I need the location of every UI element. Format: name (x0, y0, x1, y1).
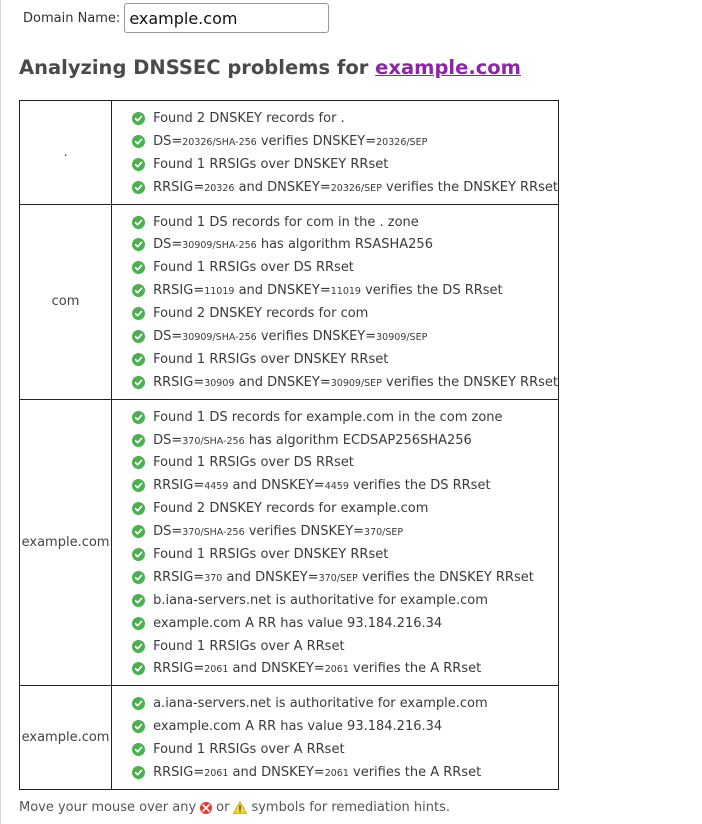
check-circle-icon (132, 697, 145, 710)
check-text-part: verifies the A RRset (348, 764, 482, 780)
check-text: Found 1 DS records for com in the . zone (153, 214, 419, 230)
key-tag: 370/SEP (318, 572, 358, 584)
check-text-part: DS= (153, 524, 183, 540)
zone-name: example.com (20, 399, 112, 686)
check-circle-icon (132, 376, 145, 389)
check-text: example.com A RR has value 93.184.216.34 (153, 719, 443, 735)
key-tag: 370/SHA-256 (182, 435, 245, 447)
check-item (132, 256, 558, 279)
check-text: Found 1 RRSIGs over DS RRset (153, 455, 354, 471)
check-text: Found 2 DNSKEY records for . (153, 110, 345, 126)
check-item (132, 635, 558, 658)
check-text (153, 237, 433, 252)
check-circle-icon (132, 525, 145, 538)
check-text-part: and DNSKEY= (234, 283, 331, 299)
check-list (112, 400, 558, 686)
check-circle-icon (132, 548, 145, 561)
check-item (132, 130, 558, 153)
check-item (132, 233, 558, 256)
check-item (132, 371, 558, 394)
check-text (153, 433, 472, 448)
check-circle-icon (132, 571, 145, 584)
check-text-part: and DNSKEY= (228, 764, 325, 780)
key-tag: 20326/SHA-256 (182, 136, 257, 148)
key-tag: 30909/SHA-256 (182, 331, 257, 343)
check-text: b.iana-servers.net is authoritative for example.com (153, 592, 488, 608)
check-circle-icon (132, 411, 145, 424)
zone-checks (112, 204, 559, 399)
key-tag: 2061 (204, 664, 229, 676)
check-text: example.com A RR has value 93.184.216.34 (153, 615, 443, 631)
check-item (132, 715, 558, 738)
check-list (112, 101, 558, 204)
check-circle-icon (132, 434, 145, 447)
check-text-part: RRSIG= (153, 374, 205, 390)
check-circle-icon (132, 353, 145, 366)
check-circle-icon (132, 617, 145, 630)
check-text (153, 134, 427, 149)
key-tag: 370/SHA-256 (182, 527, 245, 539)
hint-prefix: Move your mouse over any (19, 800, 197, 815)
check-item (132, 153, 558, 176)
check-text (153, 524, 403, 539)
check-circle-icon (132, 158, 145, 171)
check-item (132, 474, 558, 497)
check-circle-icon (132, 662, 145, 675)
check-circle-icon (132, 112, 145, 125)
check-item (132, 176, 558, 199)
check-text-part: RRSIG= (153, 478, 205, 494)
page-title-prefix: Analyzing DNSSEC problems for (19, 56, 376, 79)
check-text (153, 283, 503, 298)
check-circle-icon (132, 216, 145, 229)
check-circle-icon (132, 307, 145, 320)
check-text (153, 329, 427, 344)
hint-mid: or (216, 800, 230, 815)
check-text: Found 1 RRSIGs over A RRset (153, 638, 345, 654)
key-tag: 370 (204, 572, 223, 584)
check-item (132, 692, 558, 715)
check-item (132, 302, 558, 325)
key-tag: 2061 (324, 664, 349, 676)
key-tag: 2061 (324, 767, 349, 779)
check-circle-icon (132, 238, 145, 251)
check-text (153, 570, 534, 585)
check-text: Found 1 RRSIGs over DNSKEY RRset (153, 546, 389, 562)
zone-row (20, 399, 559, 686)
zone-checks (112, 399, 559, 686)
zone-checks (112, 686, 559, 790)
warning-triangle-icon (233, 801, 247, 814)
check-circle-icon (132, 479, 145, 492)
check-text-part: has algorithm RSASHA256 (256, 237, 433, 253)
check-text: Found 1 RRSIGs over DNSKEY RRset (153, 351, 389, 367)
check-item (132, 589, 558, 612)
check-text-part: RRSIG= (153, 569, 205, 585)
check-text: Found 2 DNSKEY records for example.com (153, 501, 429, 517)
check-text (153, 478, 490, 493)
check-circle-icon (132, 766, 145, 779)
check-text-part: RRSIG= (153, 661, 205, 677)
check-text (153, 180, 558, 195)
domain-name-input[interactable] (124, 3, 329, 33)
check-item (132, 566, 558, 589)
check-text-part: RRSIG= (153, 764, 205, 780)
zone-row (20, 204, 559, 399)
check-list (112, 205, 558, 399)
check-text-part: and DNSKEY= (234, 179, 331, 195)
check-text-part: RRSIG= (153, 283, 205, 299)
check-text-part: verifies the DNSKEY RRset (381, 179, 558, 195)
check-item (132, 612, 558, 635)
check-text-part: RRSIG= (153, 179, 205, 195)
key-tag: 4459 (324, 481, 349, 493)
check-circle-icon (132, 640, 145, 653)
key-tag: 4459 (204, 481, 229, 493)
check-item (132, 451, 558, 474)
domain-name-label: Domain Name: (23, 10, 121, 26)
zone-row (20, 101, 559, 205)
check-text-part: verifies the DS RRset (348, 478, 491, 494)
check-item (132, 520, 558, 543)
key-tag: 11019 (330, 286, 361, 298)
zone-name: . (20, 101, 112, 205)
check-circle-icon (132, 181, 145, 194)
key-tag: 30909/SEP (376, 331, 428, 343)
key-tag: 20326/SEP (330, 182, 382, 194)
check-item (132, 429, 558, 452)
check-item (132, 348, 558, 371)
key-tag: 30909/SHA-256 (182, 240, 257, 252)
check-text: a.iana-servers.net is authoritative for example.com (153, 696, 488, 712)
check-text: Found 1 RRSIGs over DS RRset (153, 260, 354, 276)
check-text: Found 1 RRSIGs over A RRset (153, 742, 345, 758)
check-text-part: verifies the A RRset (348, 661, 482, 677)
check-circle-icon (132, 594, 145, 607)
check-text-part: and DNSKEY= (228, 478, 325, 494)
page-title (19, 56, 521, 79)
check-text-part: verifies DNSKEY= (256, 328, 377, 344)
check-text-part: DS= (153, 432, 183, 448)
hint-suffix: symbols for remediation hints. (251, 800, 450, 815)
check-item (132, 406, 558, 429)
check-circle-icon (132, 743, 145, 756)
check-circle-icon (132, 456, 145, 469)
check-item (132, 107, 558, 130)
domain-form (23, 3, 329, 33)
check-text-part: DS= (153, 133, 183, 149)
check-text-part: verifies the DS RRset (360, 283, 503, 299)
zone-name: com (20, 204, 112, 399)
check-text (153, 375, 558, 390)
check-item (132, 761, 558, 784)
zone-name: example.com (20, 686, 112, 790)
check-item (132, 738, 558, 761)
key-tag: 20326 (204, 182, 235, 194)
zone-row (20, 686, 559, 790)
key-tag: 11019 (204, 286, 235, 298)
check-text: Found 2 DNSKEY records for com (153, 306, 369, 322)
check-text (153, 765, 481, 780)
check-circle-icon (132, 720, 145, 733)
check-item (132, 657, 558, 680)
key-tag: 2061 (204, 767, 229, 779)
check-circle-icon (132, 135, 145, 148)
check-text: Found 1 DS records for example.com in the com zone (153, 409, 503, 425)
error-circle-icon (200, 802, 212, 814)
check-item (132, 279, 558, 302)
check-item (132, 211, 558, 234)
check-item (132, 497, 558, 520)
check-text-part: verifies DNSKEY= (256, 133, 377, 149)
key-tag: 30909 (204, 377, 235, 389)
check-list (112, 686, 558, 789)
key-tag: 30909/SEP (330, 377, 382, 389)
check-text-part: verifies DNSKEY= (244, 524, 365, 540)
check-text-part: and DNSKEY= (228, 661, 325, 677)
check-circle-icon (132, 330, 145, 343)
check-text: Found 1 RRSIGs over DNSKEY RRset (153, 156, 389, 172)
check-circle-icon (132, 284, 145, 297)
check-text-part: DS= (153, 328, 183, 344)
check-text-part: and DNSKEY= (222, 569, 319, 585)
key-tag: 370/SEP (364, 527, 404, 539)
check-item (132, 325, 558, 348)
check-text (153, 661, 481, 676)
check-item (132, 543, 558, 566)
check-text-part: and DNSKEY= (234, 374, 331, 390)
check-text-part: verifies the DNSKEY RRset (381, 374, 558, 390)
dnssec-results-table (19, 100, 559, 790)
key-tag: 20326/SEP (376, 136, 428, 148)
domain-link[interactable]: example.com (375, 56, 522, 79)
check-circle-icon (132, 502, 145, 515)
check-text-part: has algorithm ECDSAP256SHA256 (244, 432, 472, 448)
check-circle-icon (132, 261, 145, 274)
remediation-hint (19, 800, 450, 815)
check-text-part: DS= (153, 237, 183, 253)
zone-checks (112, 101, 559, 205)
check-text-part: verifies the DNSKEY RRset (357, 569, 534, 585)
